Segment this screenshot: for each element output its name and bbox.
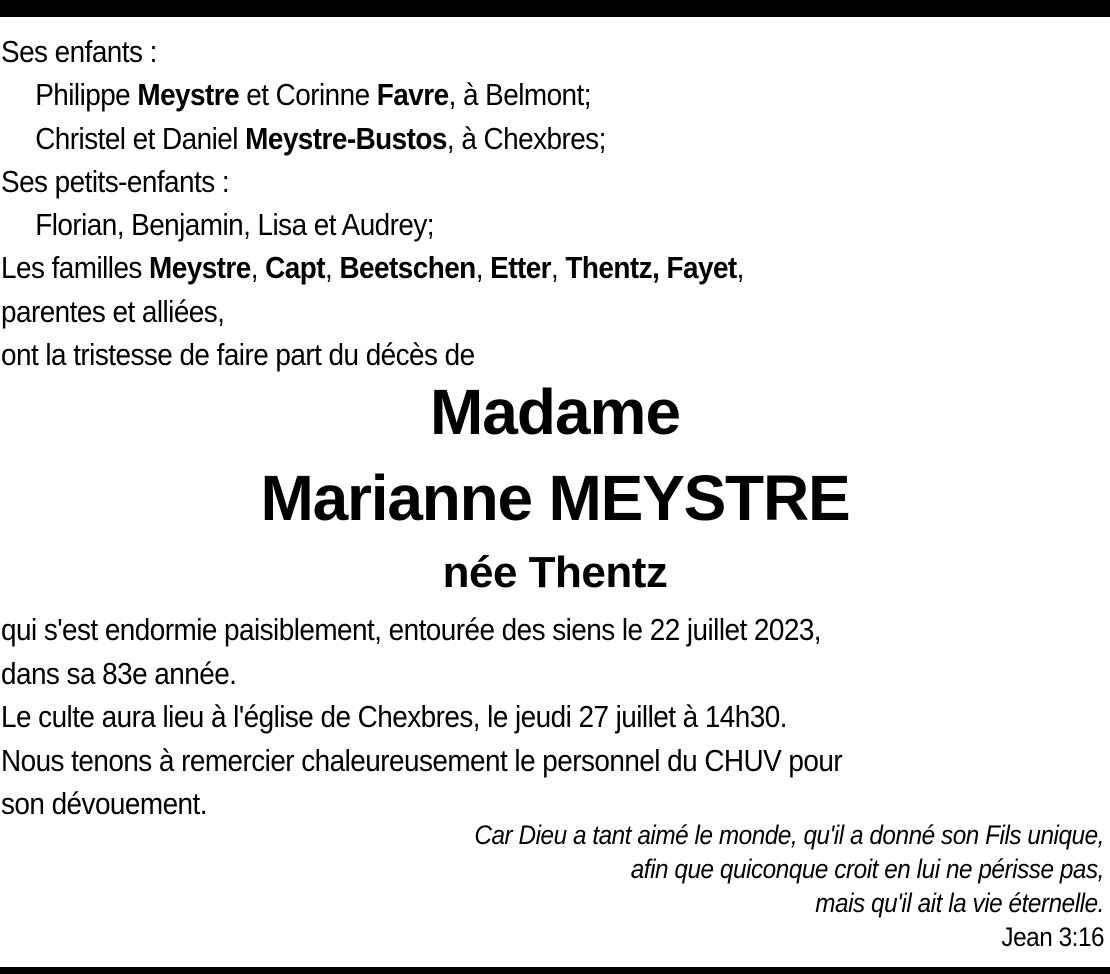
body-line-4: Nous tenons à remercier chaleureusement le personnel du CHUV pour	[1, 742, 843, 778]
announcement-body	[1, 608, 991, 826]
announcement-line: ont la tristesse de faire part du décès de	[1, 337, 475, 373]
family-name: Thentz, Fayet	[565, 250, 737, 286]
families-text: Les familles	[1, 250, 150, 286]
families-sep: ,	[250, 250, 266, 286]
verse-line-2: afin que quiconque croit en lui ne périsse pas,	[630, 854, 1104, 884]
top-border-rule	[0, 0, 1110, 17]
verse-line-3: mais qu'il ait la vie éternelle.	[815, 888, 1104, 918]
grandchildren-names: Florian, Benjamin, Lisa et Audrey;	[35, 207, 435, 243]
bottom-border-rule	[0, 967, 1110, 974]
family-name: Meystre	[149, 250, 251, 286]
child2-text-a: Christel et Daniel	[35, 120, 246, 156]
family-name: Capt	[265, 250, 326, 286]
grandchildren-label: Ses petits-enfants :	[1, 163, 230, 199]
bible-verse	[294, 818, 1104, 920]
child1-text-b: et Corinne	[239, 77, 377, 113]
children-label: Ses enfants :	[1, 34, 157, 69]
deceased-name: Marianne MEYSTRE	[260, 462, 850, 534]
body-line-2: dans sa 83e année.	[1, 655, 237, 691]
families-sep: ,	[475, 250, 491, 286]
child-line-1	[1, 73, 991, 116]
family-name: Etter	[490, 250, 551, 286]
child1-text-a: Philippe	[35, 77, 138, 113]
child2-surname: Meystre-Bustos	[245, 120, 447, 156]
body-line-1: qui s'est endormie paisiblement, entourée des siens le 22 juillet 2023,	[1, 612, 822, 647]
child1-surname-b: Favre	[376, 77, 449, 113]
families-line	[1, 246, 991, 289]
families-sep: ,	[736, 250, 744, 286]
body-line-3: Le culte aura lieu à l'église de Chexbres, le jeudi 27 juillet à 14h30.	[1, 699, 787, 734]
maiden-name: née Thentz	[442, 548, 668, 597]
deceased-title: Madame	[429, 376, 681, 448]
child2-text-b: , à Chexbres;	[446, 120, 606, 156]
families-sep: ,	[325, 250, 340, 286]
families-sep: ,	[550, 250, 566, 286]
child1-surname-a: Meystre	[137, 77, 240, 113]
child-line-2	[1, 117, 991, 160]
body-line-5: son dévouement.	[1, 786, 207, 821]
verse-reference: Jean 3:16	[1001, 922, 1104, 952]
relatives-line: parentes et alliées,	[1, 293, 225, 329]
verse-line-1: Car Dieu a tant aimé le monde, qu'il a donné son Fils unique,	[474, 820, 1104, 850]
family-list	[1, 30, 991, 376]
child1-text-c: , à Belmont;	[448, 77, 591, 113]
family-name: Beetschen	[339, 250, 476, 286]
